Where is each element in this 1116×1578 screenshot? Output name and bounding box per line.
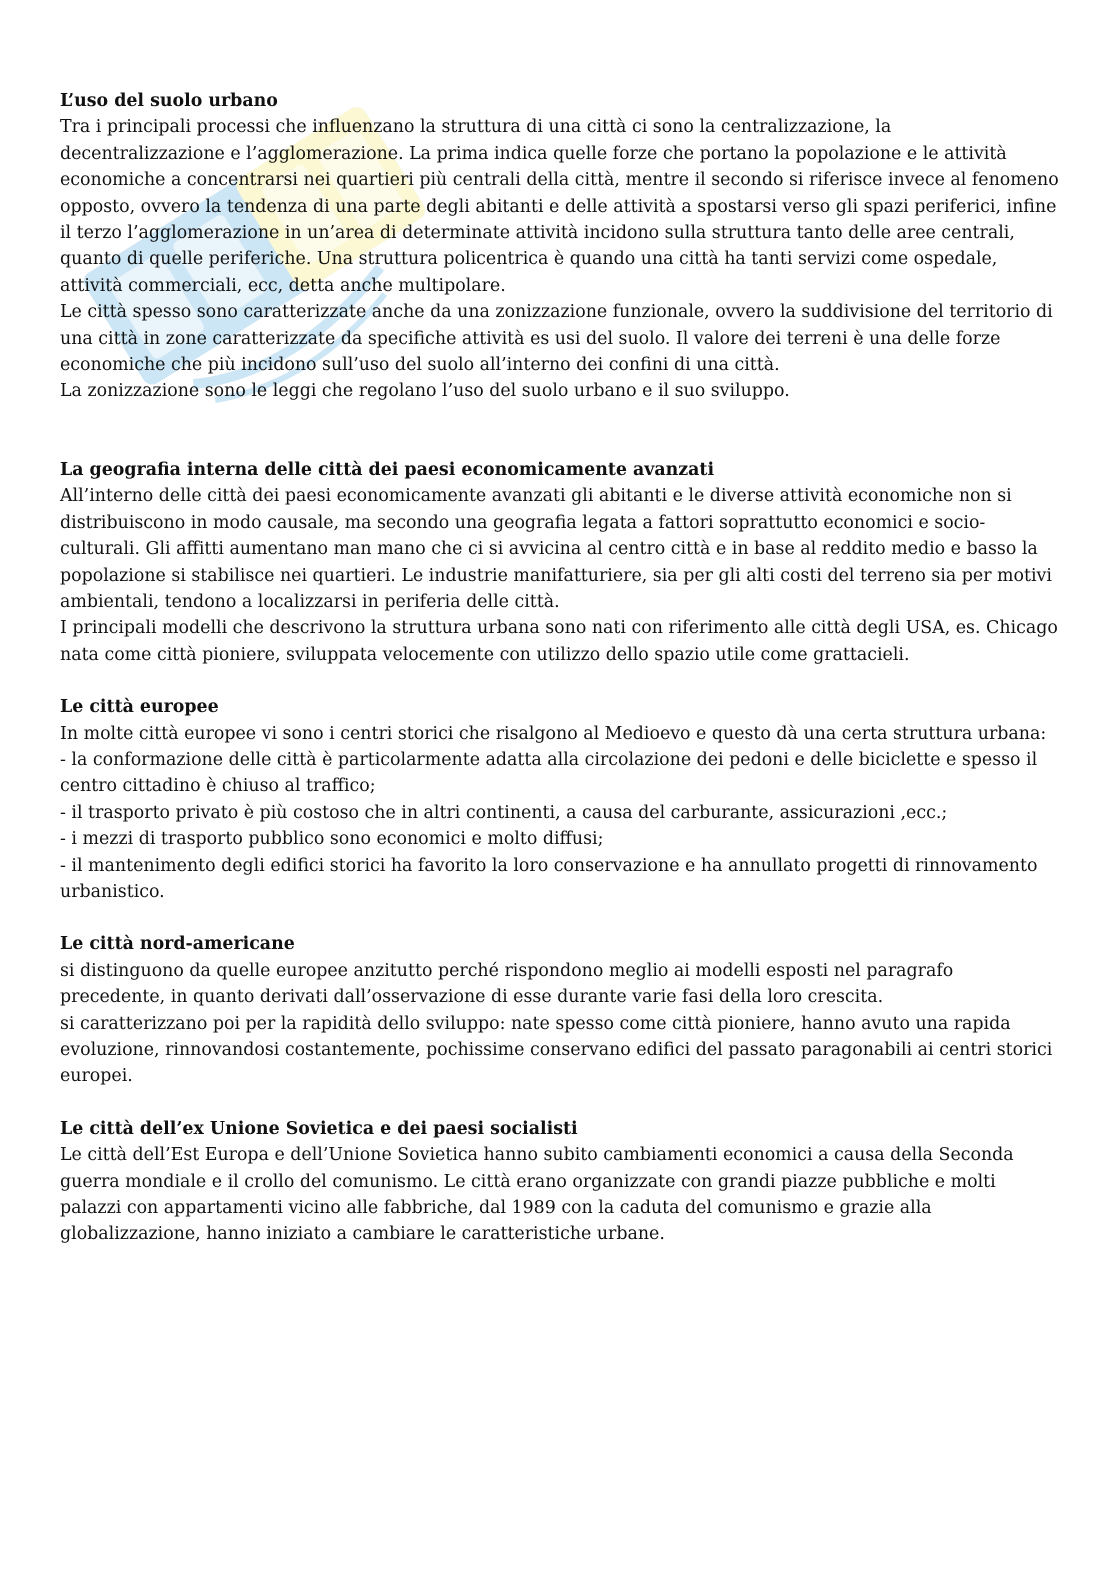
paragraph: Le città spesso sono caratterizzate anche da una zonizzazione funzionale, ovvero la suddivisione del territorio di una città in zone caratterizzate da specifiche attività es usi del suolo. Il valore dei terreni è una delle forze economiche che più incidono sull’uso del suolo all’interno dei confini di una città. xyxy=(60,302,1053,376)
list-item: - i mezzi di trasporto pubblico sono economici e molto diffusi; xyxy=(60,829,604,850)
section-heading: Le città europee xyxy=(60,697,219,718)
section-heading: L’uso del suolo urbano xyxy=(60,91,278,111)
section-citta-ex-urss xyxy=(60,1116,1060,1248)
paragraph: si caratterizzano poi per la rapidità dello sviluppo: nate spesso come città pioniere, hanno avuto una rapida evoluzione, rinnovandosi costantemente, pochissime conservano edifici del passato paragonabili ai centri storici europei. xyxy=(60,1013,1053,1087)
document-body xyxy=(60,88,1060,1274)
section-heading: La geografia interna delle città dei paesi economicamente avanzati xyxy=(60,459,715,480)
paragraph: Le città dell’Est Europa e dell’Unione Sovietica hanno subito cambiamenti economici a causa della Seconda guerra mondiale e il crollo del comunismo. Le città erano organizzate con grandi piazze pubbliche e molti palazzi con appartamenti vicino alle fabbriche, dal 1989 con la caduta del comunismo e grazie alla globalizzazione, hanno iniziato a cambiare le caratteristiche urbane. xyxy=(60,1145,1014,1245)
list-item: - la conformazione delle città è particolarmente adatta alla circolazione dei pedoni e delle biciclette e spesso il centro cittadino è chiuso al traffico; xyxy=(60,749,1038,797)
section-heading: Le città nord-americane xyxy=(60,934,295,955)
section-uso-suolo xyxy=(60,88,1060,405)
section-heading: Le città dell’ex Unione Sovietica e dei paesi socialisti xyxy=(60,1118,578,1139)
section-citta-europee xyxy=(60,694,1060,905)
paragraph: In molte città europee vi sono i centri storici che risalgono al Medioevo e questo dà una certa struttura urbana: xyxy=(60,723,1047,744)
paragraph: Tra i principali processi che influenzano la struttura di una città ci sono la centralizzazione, la decentralizzazione e l’agglomerazione. La prima indica quelle forze che portano la popolazione e le attività economiche a concentrarsi nei quartieri più centrali della città, mentre il secondo si riferisce invece al fenomeno opposto, ovvero la tendenza di una parte degli abitanti e delle attività a spostarsi verso gli spazi periferici, infine il terzo l’agglomerazione in un’area di determinate attività incidono sulla struttura tanto delle aree centrali, quanto di quelle periferiche. Una struttura policentrica è quando una città ha tanti servizi come ospedale, attività commerciali, ecc, detta anche multipolare. xyxy=(60,117,1059,296)
paragraph: I principali modelli che descrivono la struttura urbana sono nati con riferimento alle città degli USA, es. Chicago nata come città pioniere, sviluppata velocemente con utilizzo dello spazio utile come grattacieli. xyxy=(60,618,1058,665)
paragraph: All’interno delle città dei paesi economicamente avanzati gli abitanti e le diverse attività economiche non si distribuiscono in modo causale, ma secondo una geografia legata a fattori soprattutto economici e socio- culturali. Gli affitti aumentano man mano che ci si avvicina al centro città e in base al reddito medio e basso la popolazione si stabilisce nei quartieri. Le industrie manifatturiere, sia per gli alti costi del terreno sia per motivi ambientali, tendono a localizzarsi in periferia delle città. xyxy=(60,486,1052,612)
list-item: - il mantenimento degli edifici storici ha favorito la loro conservazione e ha annullato progetti di rinnovamento urbanistico. xyxy=(60,855,1038,902)
list-item: - il trasporto privato è più costoso che in altri continenti, a causa del carburante, assicurazioni ,ecc.; xyxy=(60,802,948,823)
section-geografia-interna xyxy=(60,457,1060,668)
paragraph: si distinguono da quelle europee anzitutto perché rispondono meglio ai modelli esposti nel paragrafo precedente, in quanto derivati dall’osservazione di esse durante varie fasi della loro crescita. xyxy=(60,960,954,1008)
paragraph: La zonizzazione sono le leggi che regolano l’uso del suolo urbano e il suo sviluppo. xyxy=(60,381,790,402)
section-citta-nord-americane xyxy=(60,931,1060,1089)
